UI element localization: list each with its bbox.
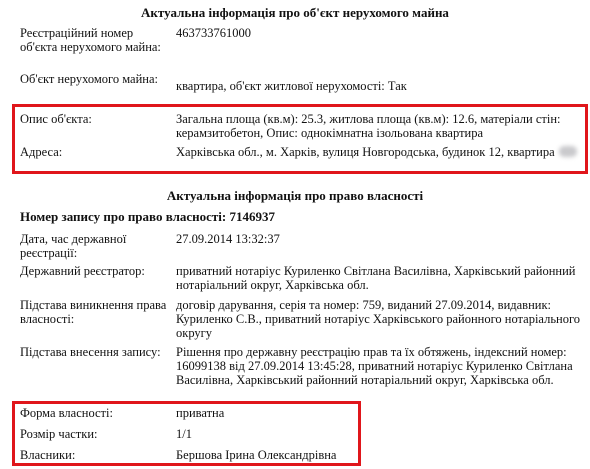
value-address xyxy=(176,145,581,159)
value-ownership-basis: договір дарування, серія та номер: 759, виданий 27.09.2014, видавник: Куриленко С.В., приватний нотаріус Харківського районного нотаріального округу xyxy=(176,298,581,340)
section-title-ownership: Актуальна інформація про право власності xyxy=(166,188,424,203)
label-registration-date: Дата, час державної реєстрації: xyxy=(20,232,127,260)
label-property-object: Об'єкт нерухомого майна: xyxy=(20,72,158,86)
label-state-registrar: Державний реєстратор: xyxy=(20,264,145,278)
value-reg-number: 463733761000 xyxy=(176,26,251,40)
redacted-apartment-number xyxy=(559,146,577,157)
label-reg-number: Реєстраційний номер об'єкта нерухомого майна: xyxy=(20,26,161,54)
section-title-property: Актуальна інформація про об'єкт нерухомого майна xyxy=(141,5,449,20)
value-state-registrar: приватний нотаріус Куриленко Світлана Василівна, Харківський районний нотаріальний округ, Харківська обл. xyxy=(176,264,576,292)
label-share-size: Розмір частки: xyxy=(20,427,98,441)
label-ownership-form: Форма власності: xyxy=(20,406,113,420)
value-registration-date: 27.09.2014 13:32:37 xyxy=(176,232,280,246)
record-number: Номер запису про право власності: 7146937 xyxy=(20,209,275,224)
value-owners: Бершова Ірина Олександрівна xyxy=(176,448,337,462)
value-share-size: 1/1 xyxy=(176,427,192,441)
value-object-description: Загальна площа (кв.м): 25.3, житлова площа (кв.м): 12.6, матеріали стін: керамзитобетон, Опис: однокімнатна ізольована квартира xyxy=(176,112,561,140)
label-owners: Власники: xyxy=(20,448,76,462)
value-entry-basis: Рішення про державну реєстрацію прав та їх обтяжень, індексний номер: 16099138 від 27.09.2014 13:45:28, приватний нотаріус Куриленко Світлана Василівна, Харківський районний нотаріальний округ, Харківська обл. xyxy=(176,345,573,387)
value-ownership-form: приватна xyxy=(176,406,225,420)
value-property-object: квартира, об'єкт житлової нерухомості: Так xyxy=(176,79,407,93)
label-address: Адреса: xyxy=(20,145,63,159)
label-ownership-basis: Підстава виникнення права власності: xyxy=(20,298,167,326)
address-text: Харківська обл., м. Харків, вулиця Новгородська, будинок 12, квартира xyxy=(176,145,555,159)
label-entry-basis: Підстава внесення запису: xyxy=(20,345,161,359)
label-object-description: Опис об'єкта: xyxy=(20,112,92,126)
